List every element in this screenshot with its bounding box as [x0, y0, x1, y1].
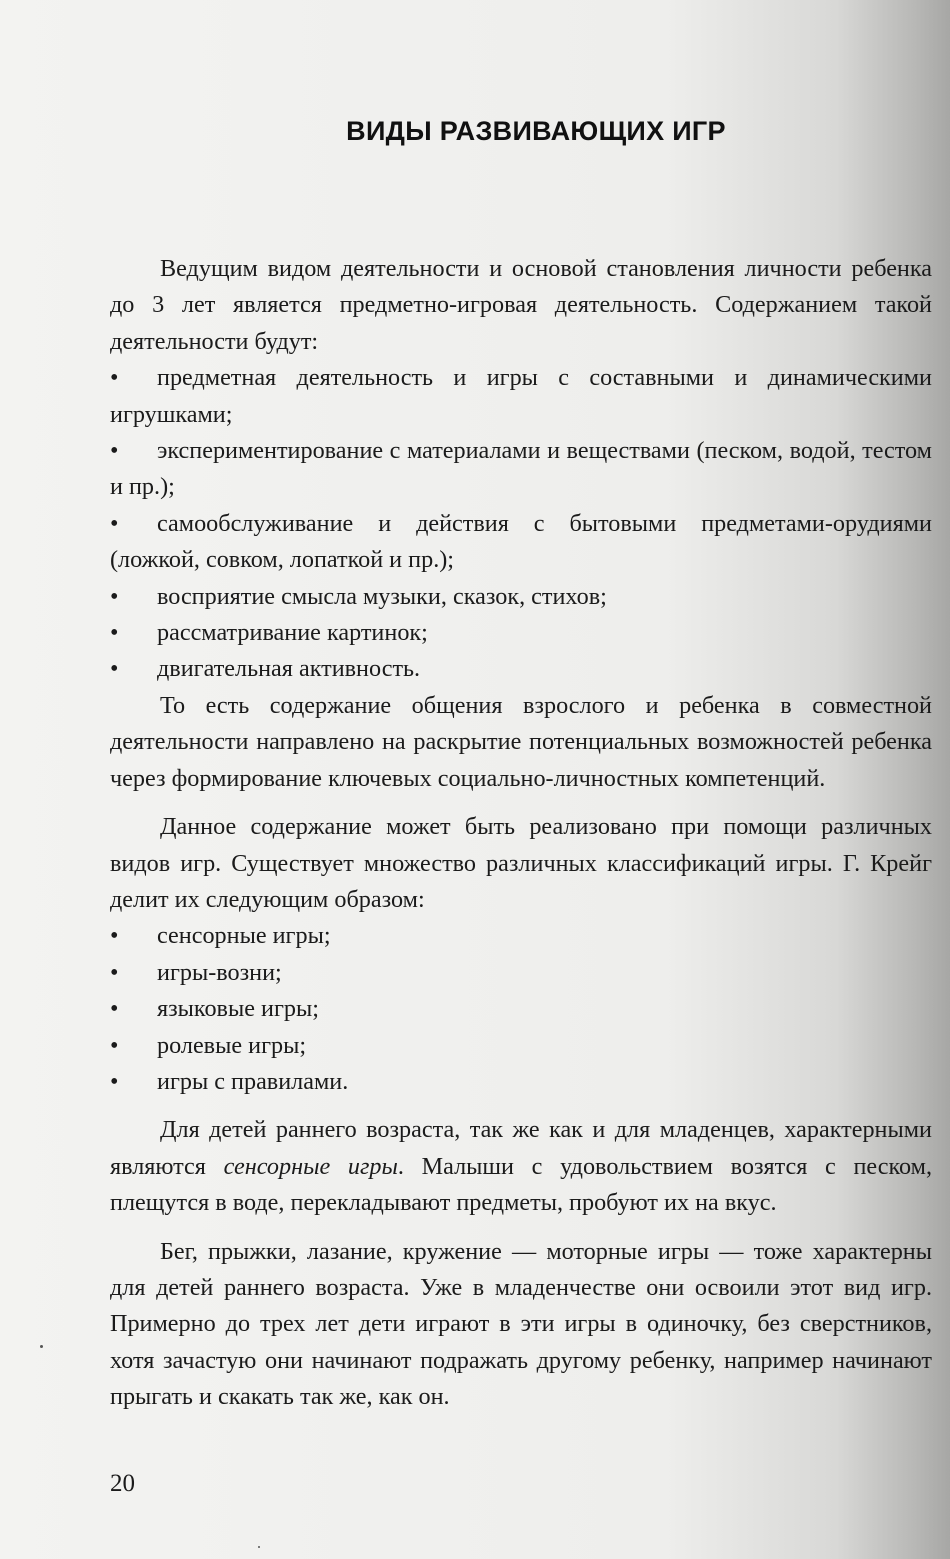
- bullet-icon: •: [110, 619, 119, 647]
- bullet-icon: •: [110, 995, 119, 1023]
- page-content: [110, 110, 932, 1416]
- print-speck: [258, 1546, 260, 1548]
- bullet-icon: •: [110, 582, 119, 610]
- list-item: • ролевые игры;: [110, 1028, 932, 1064]
- emphasis-sensory-games: сенсорные игры: [223, 1152, 398, 1180]
- page-number: 20: [110, 1470, 135, 1497]
- paragraph-5: Бег, прыжки, лазание, кружение — моторные игры — тоже характерны для детей раннего возраста. Уже в младенчестве они освоили этот вид игр. Примерно до трех лет дети играют в эти игры в одиночку, без сверстников, хотя зачастую они начинают подражать другому ребенку, например начинают прыгать и скакать так же, как он.: [110, 1237, 932, 1411]
- list-item: • экспериментирование с материалами и веществами (песком, водой, тестом и пр.);: [110, 433, 932, 506]
- paragraph-2: То есть содержание общения взрослого и ребенка в совместной деятельности направлено на раскрытие потенциальных возможностей ребенка через формирование ключевых социально-личностных компетенций.: [110, 691, 932, 792]
- print-speck: [40, 1345, 43, 1348]
- bullet-icon: •: [110, 958, 119, 986]
- list-item: • предметная деятельность и игры с составными и динамическими игрушками;: [110, 360, 932, 433]
- bullet-icon: •: [110, 509, 119, 537]
- list-item: • восприятие смысла музыки, сказок, стихов;: [110, 579, 932, 615]
- body-text: [110, 251, 932, 1416]
- bullet-icon: •: [110, 1031, 119, 1059]
- list-item: • самообслуживание и действия с бытовыми предметами-орудиями (ложкой, совком, лопаткой и пр.);: [110, 506, 932, 579]
- paragraph-1: Ведущим видом деятельности и основой становления личности ребенка до 3 лет является предметно-игровая деятельность. Содержанием такой деятельности будут:: [110, 255, 932, 355]
- list-item: • сенсорные игры;: [110, 918, 932, 954]
- list-item: • игры с правилами.: [110, 1064, 932, 1100]
- bullet-icon: •: [110, 437, 119, 465]
- list-item: • игры-возни;: [110, 955, 932, 991]
- paragraph-4: Для детей раннего возраста, так же как и для младенцев, характерными являются сенсорные игры. Малыши с удовольствием возятся с песком, плещутся в воде, перекладывают предметы, пробуют их на вкус.: [110, 1116, 932, 1217]
- bullet-icon: •: [110, 655, 119, 683]
- bullet-icon: •: [110, 364, 119, 392]
- list-item: • рассматривание картинок;: [110, 615, 932, 651]
- bullet-icon: •: [110, 922, 119, 950]
- bullet-icon: •: [110, 1067, 119, 1095]
- page-title: ВИДЫ РАЗВИВАЮЩИХ ИГР: [346, 116, 726, 146]
- list-item: • двигательная активность.: [110, 651, 932, 687]
- paragraph-3: Данное содержание может быть реализовано при помощи различных видов игр. Существует множество различных классификаций игры. Г. Крейг делит их следующим образом:: [110, 813, 932, 913]
- list-item: • языковые игры;: [110, 991, 932, 1027]
